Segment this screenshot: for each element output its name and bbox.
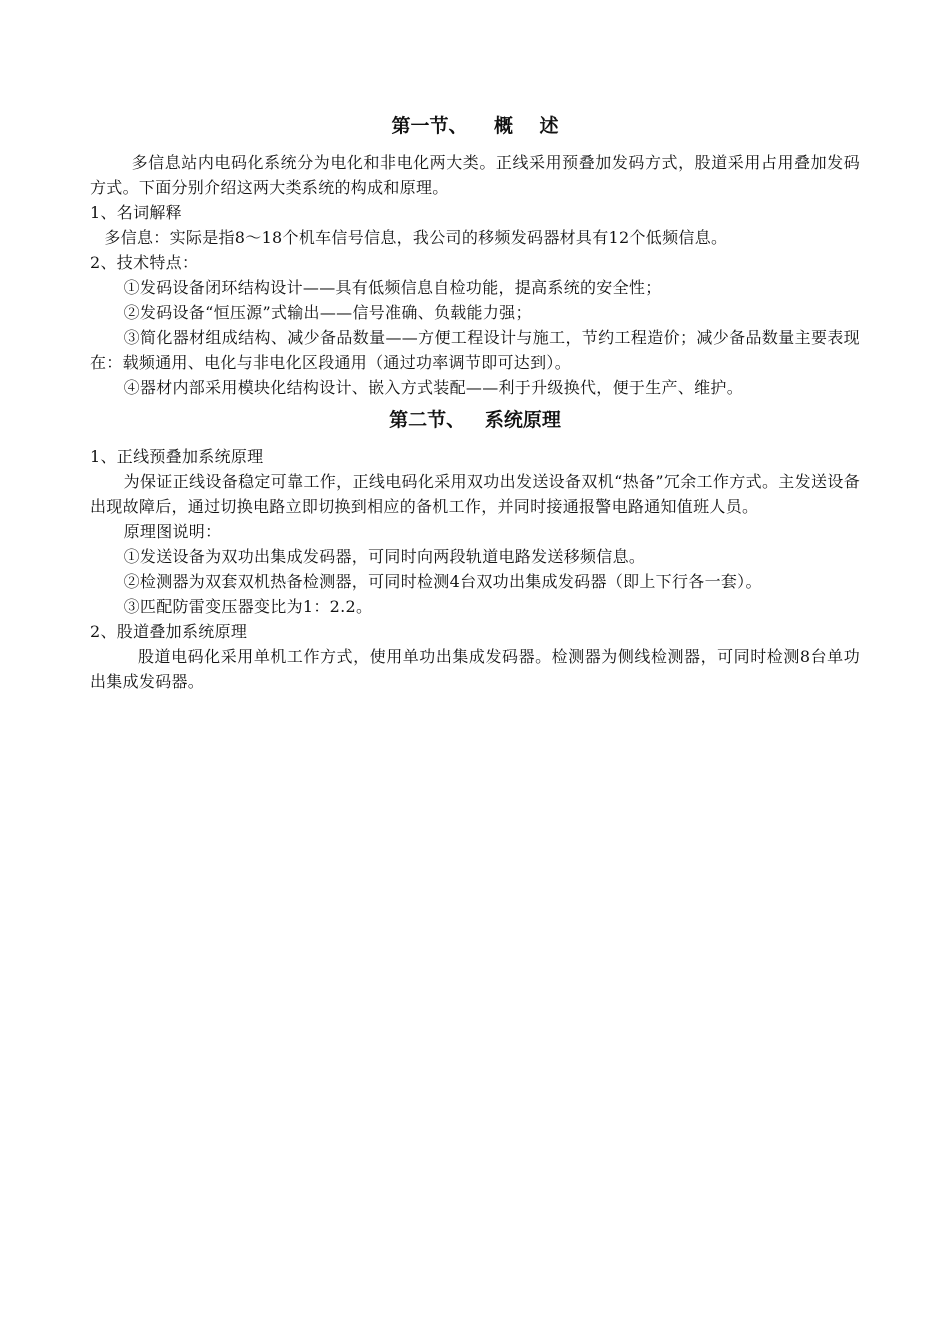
feature-item-1: ①发码设备闭环结构设计——具有低频信息自检功能，提高系统的安全性； (123, 278, 662, 297)
diagram-item-2: ②检测器为双套双机热备检测器，可同时检测4台双功出集成发码器（即上下行各一套）。 (123, 572, 762, 591)
document-page (90, 112, 860, 694)
diagram-label: 原理图说明： (123, 522, 222, 541)
section2-title: 第二节、 系统原理 (389, 409, 561, 431)
feature-item-2: ②发码设备“恒压源”式输出——信号准确、负载能力强； (123, 303, 532, 322)
main-line-text: 为保证正线设备稳定可靠工作，正线电码化采用双功出发送设备双机“热备”冗余工作方式。主发送设备出现故障后，通过切换电路立即切换到相应的备机工作，并同时接通报警电路通知值班人员。 (90, 472, 860, 516)
section1-title: 第一节、 概 述 (391, 115, 559, 137)
siding-text: 股道电码化采用单机工作方式，使用单功出集成发码器。检测器为侧线检测器，可同时检测8台单功出集成发码器。 (90, 647, 860, 691)
term-text: 多信息：实际是指8～18个机车信号信息，我公司的移频发码器材具有12个低频信息。 (104, 228, 728, 247)
diagram-item-3: ③匹配防雷变压器变比为1：2.2。 (123, 597, 373, 616)
section1-intro: 多信息站内电码化系统分为电化和非电化两大类。正线采用预叠加发码方式，股道采用占用叠加发码方式。下面分别介绍这两大类系统的构成和原理。 (90, 153, 860, 197)
feature-item-3: ③简化器材组成结构、减少备品数量——方便工程设计与施工，节约工程造价；减少备品数量主要表现在：载频通用、电化与非电化区段通用（通过功率调节即可达到）。 (90, 328, 860, 372)
diagram-item-1: ①发送设备为双功出集成发码器，可同时向两段轨道电路发送移频信息。 (123, 547, 646, 566)
main-line-heading: 1、正线预叠加系统原理 (90, 447, 264, 466)
siding-heading: 2、股道叠加系统原理 (90, 622, 248, 641)
feature-heading: 2、技术特点： (90, 253, 199, 272)
term-heading: 1、名词解释 (90, 203, 182, 222)
feature-item-4: ④器材内部采用模块化结构设计、嵌入方式装配——利于升级换代，便于生产、维护。 (123, 378, 743, 397)
